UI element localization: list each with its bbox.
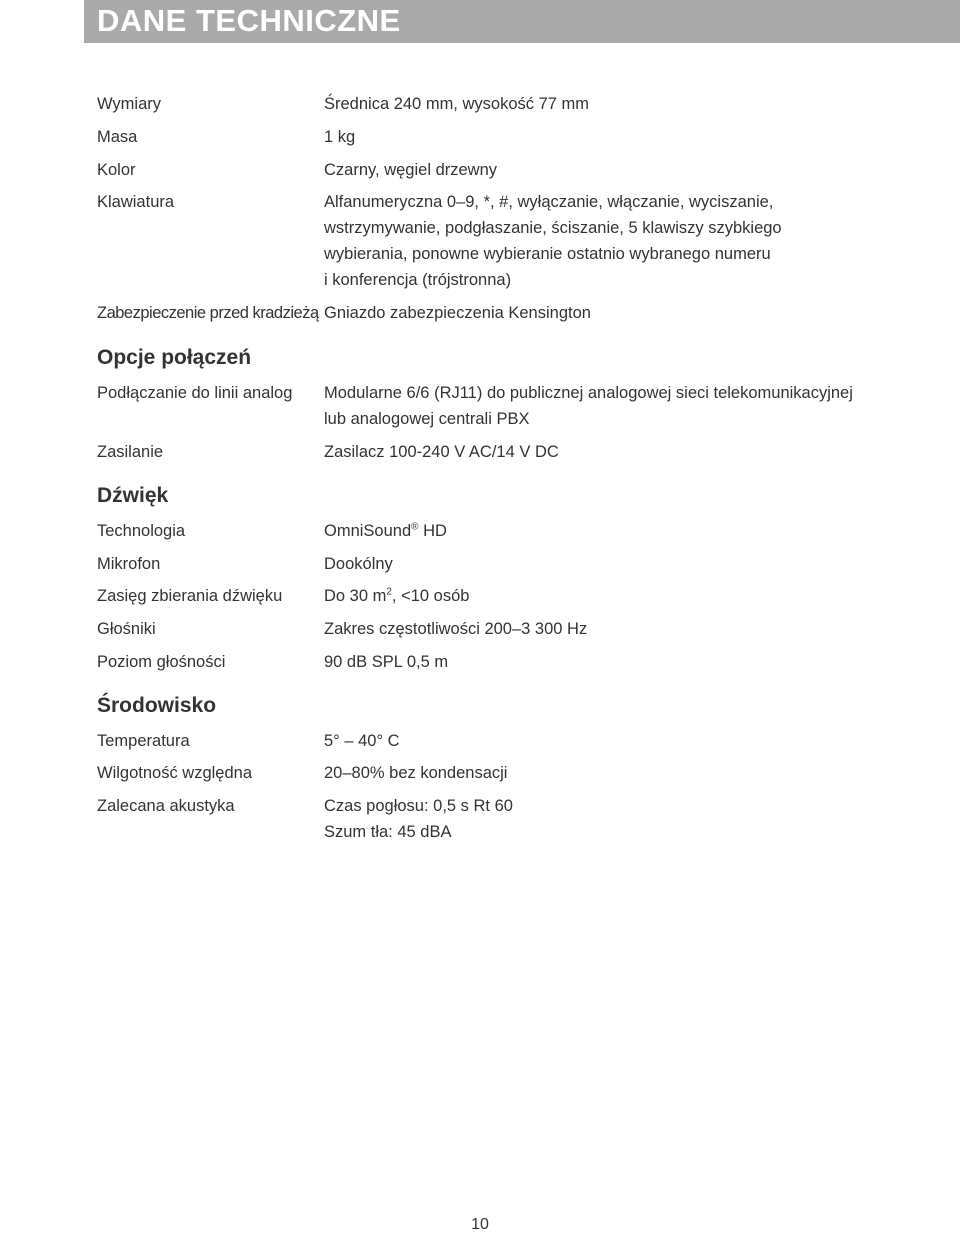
section-heading-connections: Opcje połączeń <box>97 346 252 369</box>
spec-label: Technologia <box>97 522 186 540</box>
section-heading-environment: Środowisko <box>97 694 217 717</box>
spec-label: Zalecana akustyka <box>97 797 235 815</box>
spec-value-line: Zakres częstotliwości 200–3 300 Hz <box>324 620 588 638</box>
spec-label: Głośniki <box>97 620 156 638</box>
spec-value <box>324 380 884 432</box>
spec-value-line <box>324 518 884 544</box>
spec-value <box>324 439 884 465</box>
spec-value-line: 20–80% bez kondensacji <box>324 764 508 782</box>
spec-label: Podłączanie do linii analog <box>97 384 293 402</box>
spec-value-line: Modularne 6/6 (RJ11) do publicznej analogowej sieci telekomunikacyjnej <box>324 384 853 402</box>
spec-label: Klawiatura <box>97 193 175 211</box>
spec-value-line: Alfanumeryczna 0–9, *, #, wyłączanie, włączanie, wyciszanie, <box>324 193 774 211</box>
page-number: 10 <box>471 1216 489 1233</box>
spec-value <box>324 157 884 183</box>
spec-value <box>324 649 884 675</box>
spec-value <box>324 793 884 845</box>
spec-label: Zasilanie <box>97 443 164 461</box>
page-title: DANE TECHNICZNE <box>97 3 401 38</box>
spec-value <box>324 551 884 577</box>
spec-value-line: 1 kg <box>324 128 356 146</box>
range-suffix: , <10 osób <box>391 587 470 605</box>
spec-label: Masa <box>97 128 138 146</box>
registered-mark: ® <box>411 521 419 533</box>
spec-value-line: lub analogowej centrali PBX <box>324 410 530 428</box>
spec-value <box>324 760 884 786</box>
spec-value-line: Dookólny <box>324 555 393 573</box>
spec-value <box>324 616 884 642</box>
spec-value-line: 90 dB SPL 0,5 m <box>324 653 449 671</box>
spec-value <box>324 518 884 544</box>
spec-value-line: Gniazdo zabezpieczenia Kensington <box>324 304 591 322</box>
spec-value-line: Szum tła: 45 dBA <box>324 823 452 841</box>
spec-label: Poziom głośności <box>97 653 226 671</box>
spec-value-line: wstrzymywanie, podgłaszanie, ściszanie, 5 klawiszy szybkiego <box>324 219 782 237</box>
spec-label: Kolor <box>97 161 136 179</box>
spec-value-line: Zasilacz 100-240 V AC/14 V DC <box>324 443 559 461</box>
spec-value <box>324 91 884 117</box>
spec-value-line: Czarny, węgiel drzewny <box>324 161 498 179</box>
spec-label: Wilgotność względna <box>97 764 252 782</box>
range-prefix: Do 30 m <box>324 587 387 605</box>
spec-value-line: Czas pogłosu: 0,5 s Rt 60 <box>324 797 513 815</box>
spec-label: Zabezpieczenie przed kradzieżą <box>97 304 319 322</box>
spec-value-line: 5° – 40° C <box>324 732 400 750</box>
spec-value-line: Średnica 240 mm, wysokość 77 mm <box>324 95 590 113</box>
spec-value <box>324 728 884 754</box>
spec-value <box>324 124 884 150</box>
spec-label: Zasięg zbierania dźwięku <box>97 587 283 605</box>
spec-label: Wymiary <box>97 95 162 113</box>
technology-name: OmniSound <box>324 522 412 540</box>
spec-value <box>324 189 884 293</box>
range-superscript: 2 <box>386 586 392 598</box>
spec-value <box>324 583 884 609</box>
spec-label: Mikrofon <box>97 555 161 573</box>
spec-value-line <box>324 583 884 609</box>
spec-value <box>324 300 884 326</box>
spec-value-line: wybierania, ponowne wybieranie ostatnio wybranego numeru <box>324 245 771 263</box>
spec-value-line: i konferencja (trójstronna) <box>324 271 512 289</box>
technology-suffix: HD <box>418 522 447 540</box>
spec-label: Temperatura <box>97 732 190 750</box>
section-heading-sound: Dźwięk <box>97 484 169 507</box>
